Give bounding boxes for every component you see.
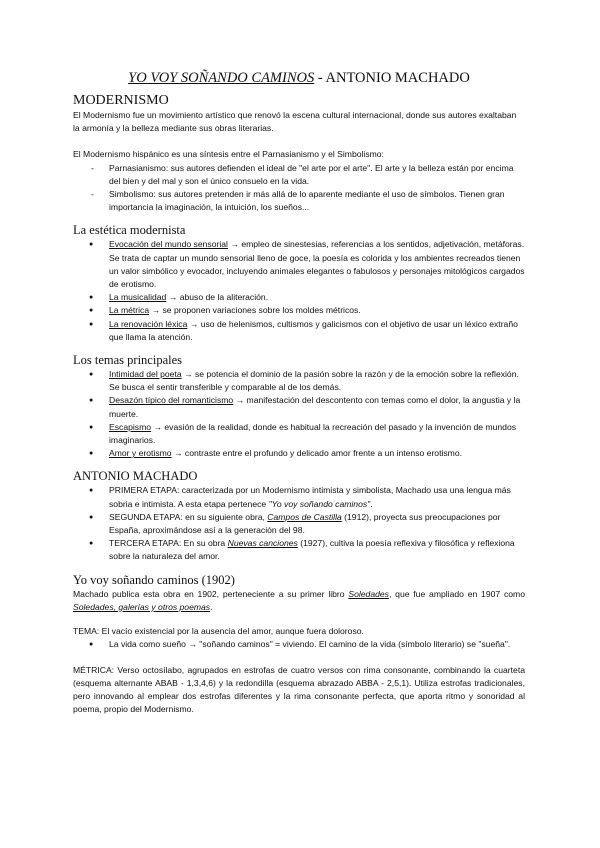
- term: Amor y erotismo: [109, 448, 172, 459]
- term-text: → manifestación del descontento con temas como el dolor, la angustia y la muerte.: [109, 395, 521, 419]
- stage-text: SEGUNDA ETAPA: en su siguiente obra,: [109, 511, 268, 522]
- term-text: → uso de helenismos, cultismos y galicismos con el objetivo de usar un léxico extraño que llama la atención.: [109, 318, 518, 342]
- tema-paragraph: TEMA: El vacío existencial por la ausencia del amor, aunque fuera doloroso.: [73, 626, 364, 637]
- title-work: YO VOY SOÑANDO CAMINOS: [128, 70, 315, 86]
- list-item: [73, 511, 525, 537]
- list-item: [73, 537, 525, 563]
- work-title: Nuevas canciones: [227, 538, 298, 549]
- term: Desazón típico del romanticismo: [109, 395, 234, 406]
- term-text: → evasión de la realidad, donde es habitual la recreación del pasado y la invención de mundos imaginarios.: [109, 421, 517, 446]
- list-item: [73, 368, 525, 394]
- heading-poema: Yo voy soñando caminos (1902): [73, 572, 235, 587]
- stage-text: TERCERA ETAPA: En su obra: [109, 538, 228, 549]
- poema-text: , que fue ampliado en 1907 como: [388, 588, 525, 599]
- work-title: "Yo voy soñando caminos": [268, 498, 371, 509]
- modernismo-list: [73, 162, 525, 215]
- term: Intimidad del poeta: [109, 369, 182, 380]
- poema-text: Machado publica esta obra en 1902, perteneciente a su primer libro: [73, 588, 349, 599]
- list-item: ● La vida como sueño → "soñando caminos" = viviendo. El camino de la vida (símbolo literario) se "sueña".: [73, 638, 525, 651]
- stage-text: .: [370, 498, 373, 509]
- term: La musicalidad: [109, 292, 167, 303]
- term-text: → abuso de la aliteración.: [166, 292, 269, 303]
- book-title: Soledades: [348, 588, 389, 599]
- heading-estetica: La estética modernista: [73, 223, 186, 238]
- poema-paragraph: [73, 588, 525, 614]
- book-title: Soledades, galerías y otros poemas: [73, 601, 211, 612]
- list-item: [73, 238, 525, 291]
- heading-machado: ANTONIO MACHADO: [73, 469, 198, 484]
- title-author: - ANTONIO MACHADO: [314, 70, 470, 86]
- poema-text: .: [210, 601, 213, 612]
- heading-temas: Los temas principales: [73, 353, 182, 368]
- tema-list: [73, 638, 525, 651]
- modernismo-paragraph-1: El Modernismo fue un movimiento artístico que renovó la escena cultural internacional, donde sus autores exaltaban la armonía y la belleza mediante sus obras literarias.: [73, 110, 517, 134]
- list-item: [73, 421, 525, 447]
- temas-list: [73, 368, 525, 460]
- document-title: [73, 70, 525, 87]
- term: La renovación léxica: [109, 318, 188, 329]
- list-item: - Simbolismo: sus autores pretenden ir más allá de lo aparente mediante el uso de símbolos. Tienen gran importancia la imaginación, la intuición, los sueños...: [73, 188, 525, 214]
- list-item: [73, 484, 525, 510]
- term: Escapismo: [109, 421, 152, 432]
- estetica-list: [73, 238, 525, 344]
- stage-text: (1912), proyecta sus preocupaciones por España, aproximándose así a la generación del 98.: [109, 511, 501, 536]
- list-item: [73, 304, 525, 317]
- list-item: - Parnasianismo: sus autores defienden el ideal de "el arte por el arte". El arte y la belleza están por encima del bien y del mal y son el único consuelo en la vida.: [73, 162, 525, 188]
- term-text: → se proponen variaciones sobre los moldes métricos.: [149, 305, 361, 316]
- document-page: [73, 70, 525, 716]
- stage-text: (1927), cultiva la poesía reflexiva y filosófica y reflexiona sobre la naturaleza del amor.: [109, 538, 515, 562]
- stage-text: PRIMERA ETAPA: caracterizada por un Modernismo intimista y simbolista, Machado usa una lengua más sobria e intimista. A esta etapa pertenece: [109, 485, 511, 509]
- work-title: Campos de Castilla: [267, 511, 342, 522]
- list-item: [73, 394, 525, 420]
- term: La métrica: [109, 305, 150, 316]
- term-text: → se potencia el dominio de la pasión sobre la razón y de la emoción sobre la reflexión. Se busca el sentir transferible y comparable al de los demás.: [109, 369, 519, 393]
- modernismo-paragraph-2: El Modernismo hispánico es una síntesis entre el Parnasianismo y el Simbolismo:: [73, 149, 384, 160]
- heading-modernismo: MODERNISMO: [73, 93, 169, 108]
- term: Evocación del mundo sensorial: [109, 239, 228, 250]
- term-text: → empleo de sinestesias, referencias a los sentidos, adjetivación, metáforas. Se trata de captar un mundo sensorial lleno de goce, la poesía es colorida y los ambientes recreados tienen un valor simbólico y evocador, incluyendo animales elegantes o fabulosos y personajes mitológicos cargados de erotismo.: [109, 239, 525, 290]
- term-text: → contraste entre el profundo y delicado amor frente a un intenso erotismo.: [171, 448, 463, 459]
- list-item: [73, 318, 525, 344]
- list-item: [73, 291, 525, 304]
- machado-list: [73, 484, 525, 563]
- list-item: [73, 447, 525, 460]
- metrica-paragraph: MÉTRICA: Verso octosílabo, agrupados en estrofas de cuatro versos con rima consonante, combinando la cuarteta (esquema alternante ABAB - 1,3,4,6) y la redondilla (esquema abrazado ABBA - 2,5,1). Utiliza estrofas tradicionales, pero innovando al emplear dos estrofas diferentes y la rima consonante perfecta, que aporta ritmo y sonoridad al poema, propio del Modernismo.: [73, 664, 525, 715]
